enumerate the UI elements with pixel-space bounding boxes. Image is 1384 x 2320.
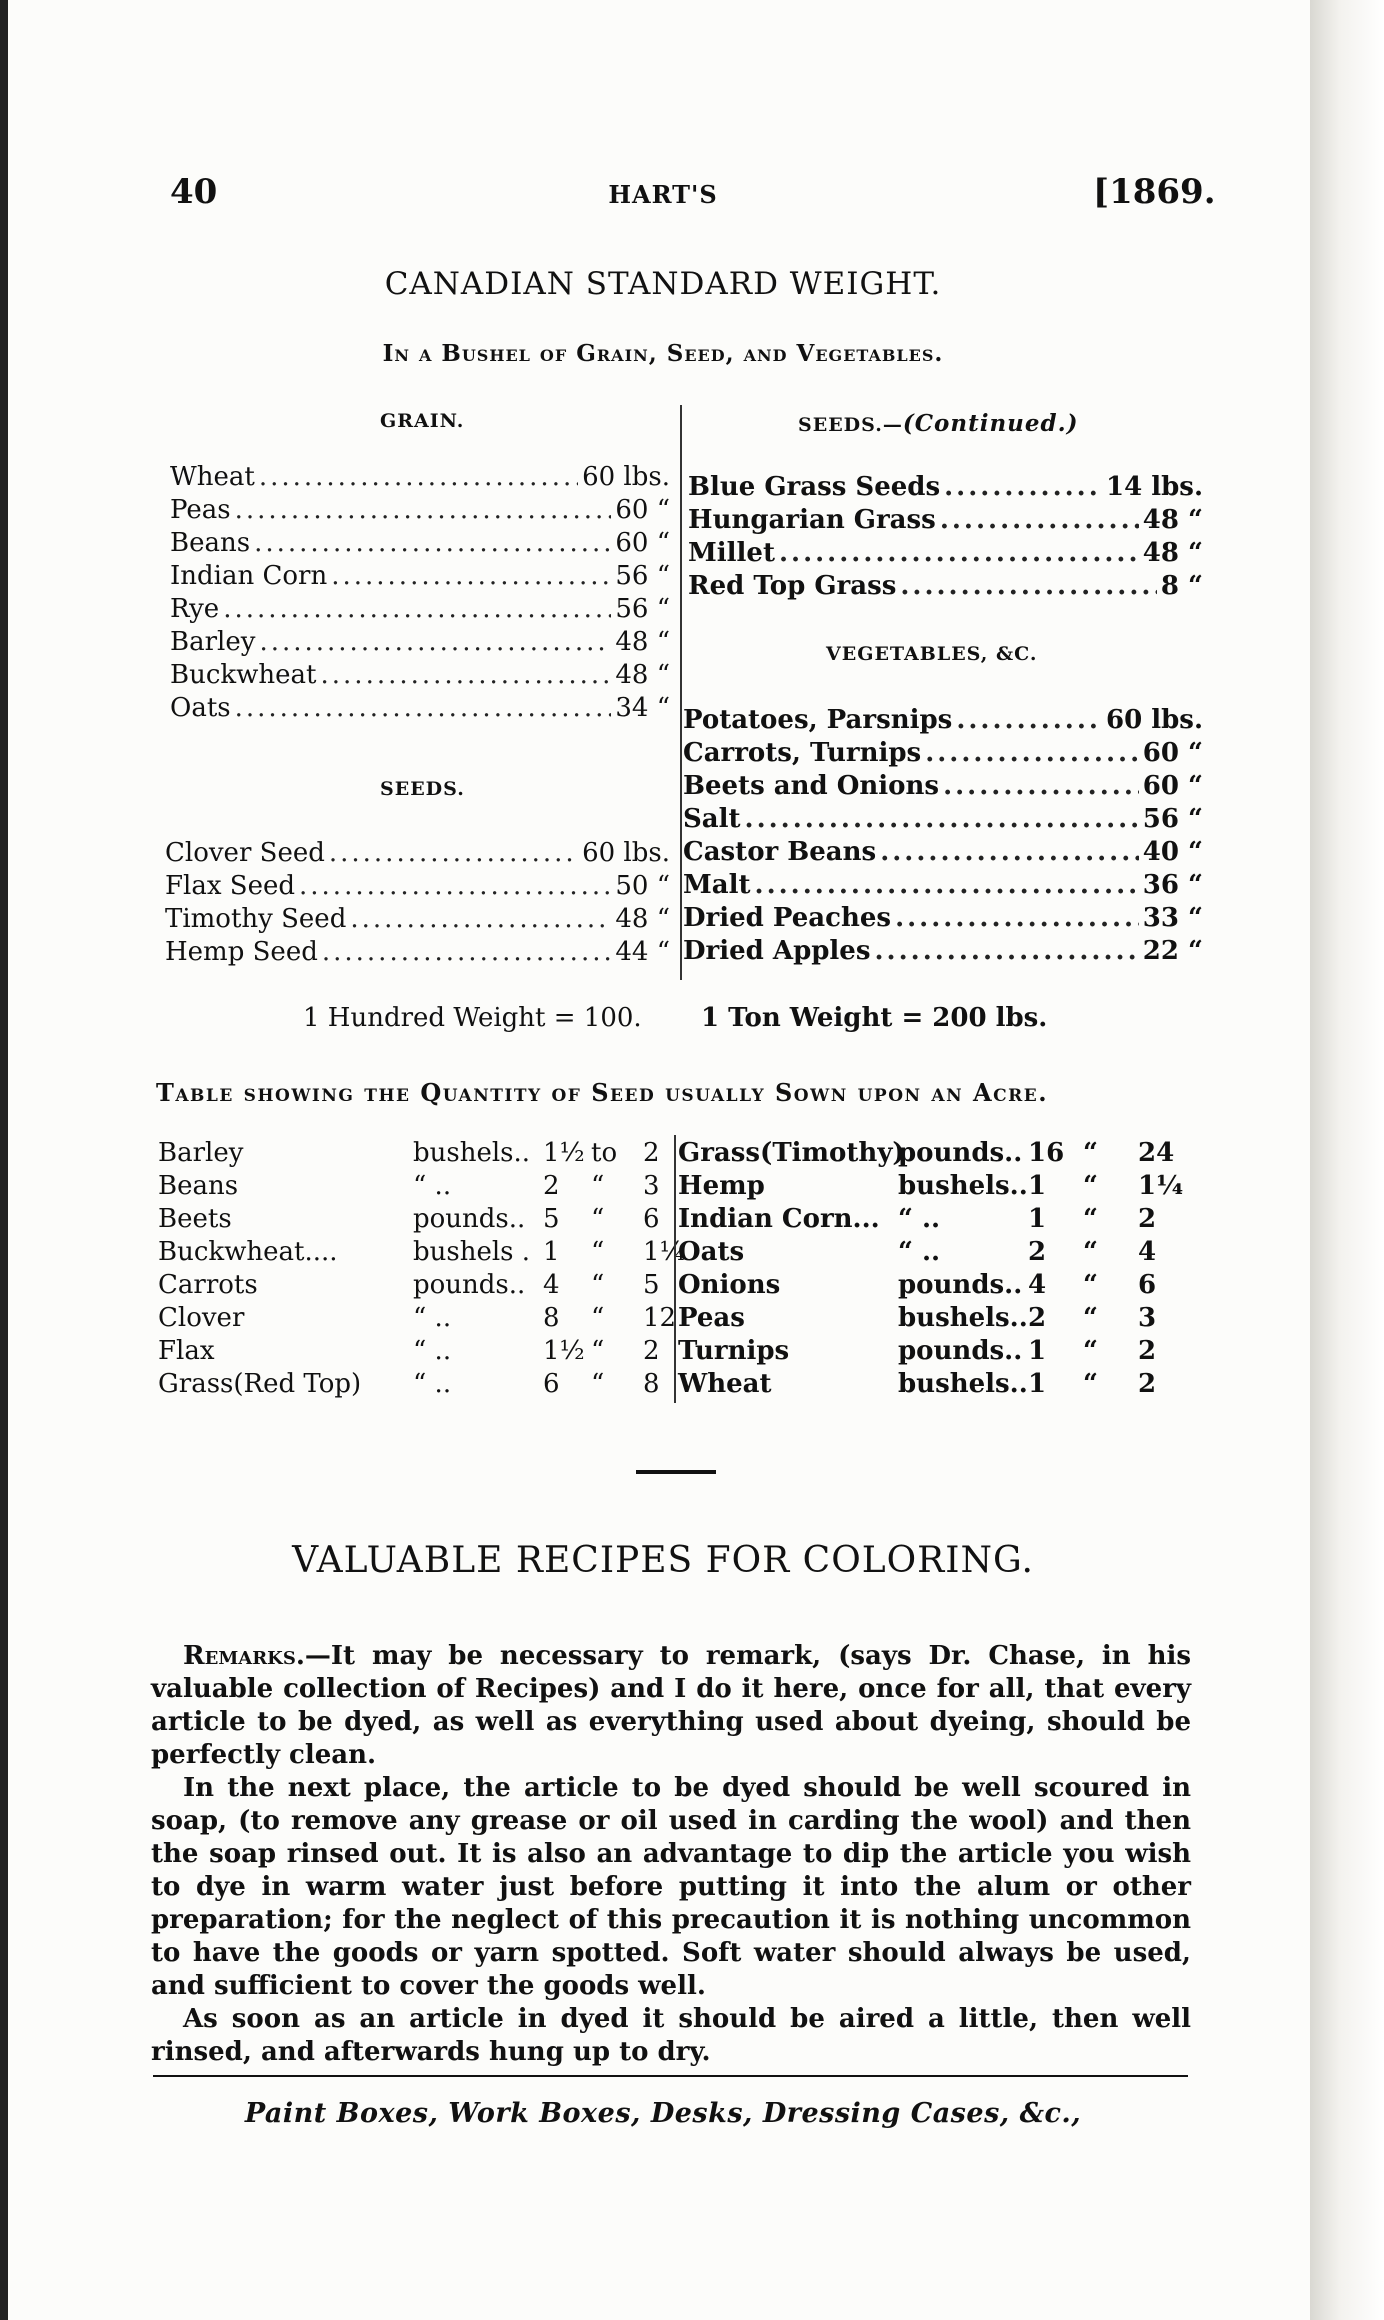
weight-row: Carrots, Turnips ..... 60 “ — [683, 738, 1203, 771]
hundred-weight-note: 1 Hundred Weight = 100. — [303, 1003, 642, 1033]
weight-row: Oats ..... 34 “ — [170, 693, 670, 726]
weight-row: Indian Corn ..... 56 “ — [170, 561, 670, 594]
weight-row: Castor Beans ..... 40 “ — [683, 837, 1203, 870]
seeds-list — [165, 838, 670, 970]
weight-row: Beets and Onions ..... 60 “ — [683, 771, 1203, 804]
seed-row: Peas bushels.. 2 “ 3 — [678, 1303, 1157, 1333]
weight-row: Millet ..... 48 “ — [688, 538, 1203, 571]
seed-row: Barley bushels.. 1½ to 2 — [158, 1138, 660, 1168]
weight-row: Hemp Seed ..... 44 “ — [165, 937, 670, 970]
footer-advertisement: Paint Boxes, Work Boxes, Desks, Dressing Cases, &c., — [244, 2098, 1082, 2129]
seed-row: Flax “ .. 1½ “ 2 — [158, 1336, 660, 1366]
seed-row: Wheat bushels.. 1 “ 2 — [678, 1369, 1157, 1399]
recipes-title: VALUABLE RECIPES FOR COLORING. — [292, 1540, 1034, 1581]
weight-row: Rye ..... 56 “ — [170, 594, 670, 627]
seed-row: Grass(Red Top) “ .. 6 “ 8 — [158, 1369, 660, 1399]
seed-row: Oats “ .. 2 “ 4 — [678, 1237, 1157, 1267]
seeds-continued-heading: SEEDS.—(Continued.) — [798, 410, 1079, 437]
weight-row: Dried Apples ..... 22 “ — [683, 936, 1203, 969]
weight-row: Red Top Grass ..... 8 “ — [688, 571, 1203, 604]
vegetables-list — [683, 705, 1203, 969]
weight-row: Potatoes, Parsnips ..... 60 lbs. — [683, 705, 1203, 738]
seeds-heading: SEEDS. — [380, 778, 465, 800]
weight-row: Peas ..... 60 “ — [170, 495, 670, 528]
ton-weight-note: 1 Ton Weight = 200 lbs. — [701, 1003, 1048, 1033]
vegetables-heading: VEGETABLES, &C. — [826, 643, 1038, 665]
seeds-continued-list — [688, 472, 1203, 604]
seed-row: Beans “ .. 2 “ 3 — [158, 1171, 660, 1201]
page-year: [1869. — [1093, 172, 1216, 212]
seed-table-left — [158, 1138, 698, 1402]
seed-row: Turnips pounds.. 1 “ 2 — [678, 1336, 1157, 1366]
grain-heading: GRAIN. — [380, 410, 465, 432]
seed-row: Carrots pounds.. 4 “ 5 — [158, 1270, 660, 1300]
seed-table-right — [678, 1138, 1218, 1402]
footer-rule — [153, 2075, 1188, 2077]
seed-row: Onions pounds.. 4 “ 6 — [678, 1270, 1157, 1300]
table-divider — [674, 1135, 676, 1403]
weight-row: Clover Seed ..... 60 lbs. — [165, 838, 670, 871]
seed-table-title: Table showing the Quantity of Seed usually Sown upon an Acre. — [156, 1078, 1049, 1107]
weight-row: Buckwheat ..... 48 “ — [170, 660, 670, 693]
weight-row: Salt ..... 56 “ — [683, 804, 1203, 837]
weight-row: Barley ..... 48 “ — [170, 627, 670, 660]
book-gutter — [1310, 0, 1384, 2320]
page-subtitle: In a Bushel of Grain, Seed, and Vegetables. — [382, 340, 944, 367]
weight-row: Timothy Seed ..... 48 “ — [165, 904, 670, 937]
weight-row: Wheat ..... 60 lbs. — [170, 462, 670, 495]
rinsing-paragraph: As soon as an article in dyed it should be aired a little, then well rinsed, and afterwards hung up to dry. — [151, 2004, 1191, 2067]
weight-row: Flax Seed ..... 50 “ — [165, 871, 670, 904]
weight-row: Beans ..... 60 “ — [170, 528, 670, 561]
page-number: 40 — [170, 172, 218, 212]
weight-row: Hungarian Grass ..... 48 “ — [688, 505, 1203, 538]
seed-row: Beets pounds.. 5 “ 6 — [158, 1204, 660, 1234]
scouring-paragraph: In the next place, the article to be dyed should be well scoured in soap, (to remove any grease or oil used in carding the wool) and then the soap rinsed out. It is also an advantage to dip the article you wish to dye in warm water just before putting it into the alum or other preparation; for the neglect of this precaution it is nothing uncommon to have the goods or yarn spotted. Soft water should always be used, and sufficient to cover the goods well. — [151, 1773, 1191, 2001]
weight-row: Dried Peaches ..... 33 “ — [683, 903, 1203, 936]
seed-row: Buckwheat.... bushels . 1 “ 1¼ — [158, 1237, 685, 1267]
page-title: CANADIAN STANDARD WEIGHT. — [384, 266, 942, 302]
seed-row: Indian Corn... “ .. 1 “ 2 — [678, 1204, 1157, 1234]
seed-row: Hemp bushels.. 1 “ 1¼ — [678, 1171, 1184, 1201]
column-divider — [680, 405, 682, 980]
section-separator — [636, 1470, 716, 1474]
remarks-paragraph: Remarks.—It may be necessary to remark, (says Dr. Chase, in his valuable collection of Recipes) and I do it here, once for all, that every article to be dyed, as well as everything used about dyeing, should be perfectly clean. — [151, 1641, 1191, 1770]
seed-row: Clover “ .. 8 “ 12 — [158, 1303, 677, 1333]
weight-row: Blue Grass Seeds ..... 14 lbs. — [688, 472, 1203, 505]
grain-list — [170, 462, 670, 726]
seed-row: Grass(Timothy) pounds.. 16 “ 24 — [678, 1138, 1175, 1168]
running-title: HART'S — [608, 180, 718, 209]
weight-row: Malt ..... 36 “ — [683, 870, 1203, 903]
